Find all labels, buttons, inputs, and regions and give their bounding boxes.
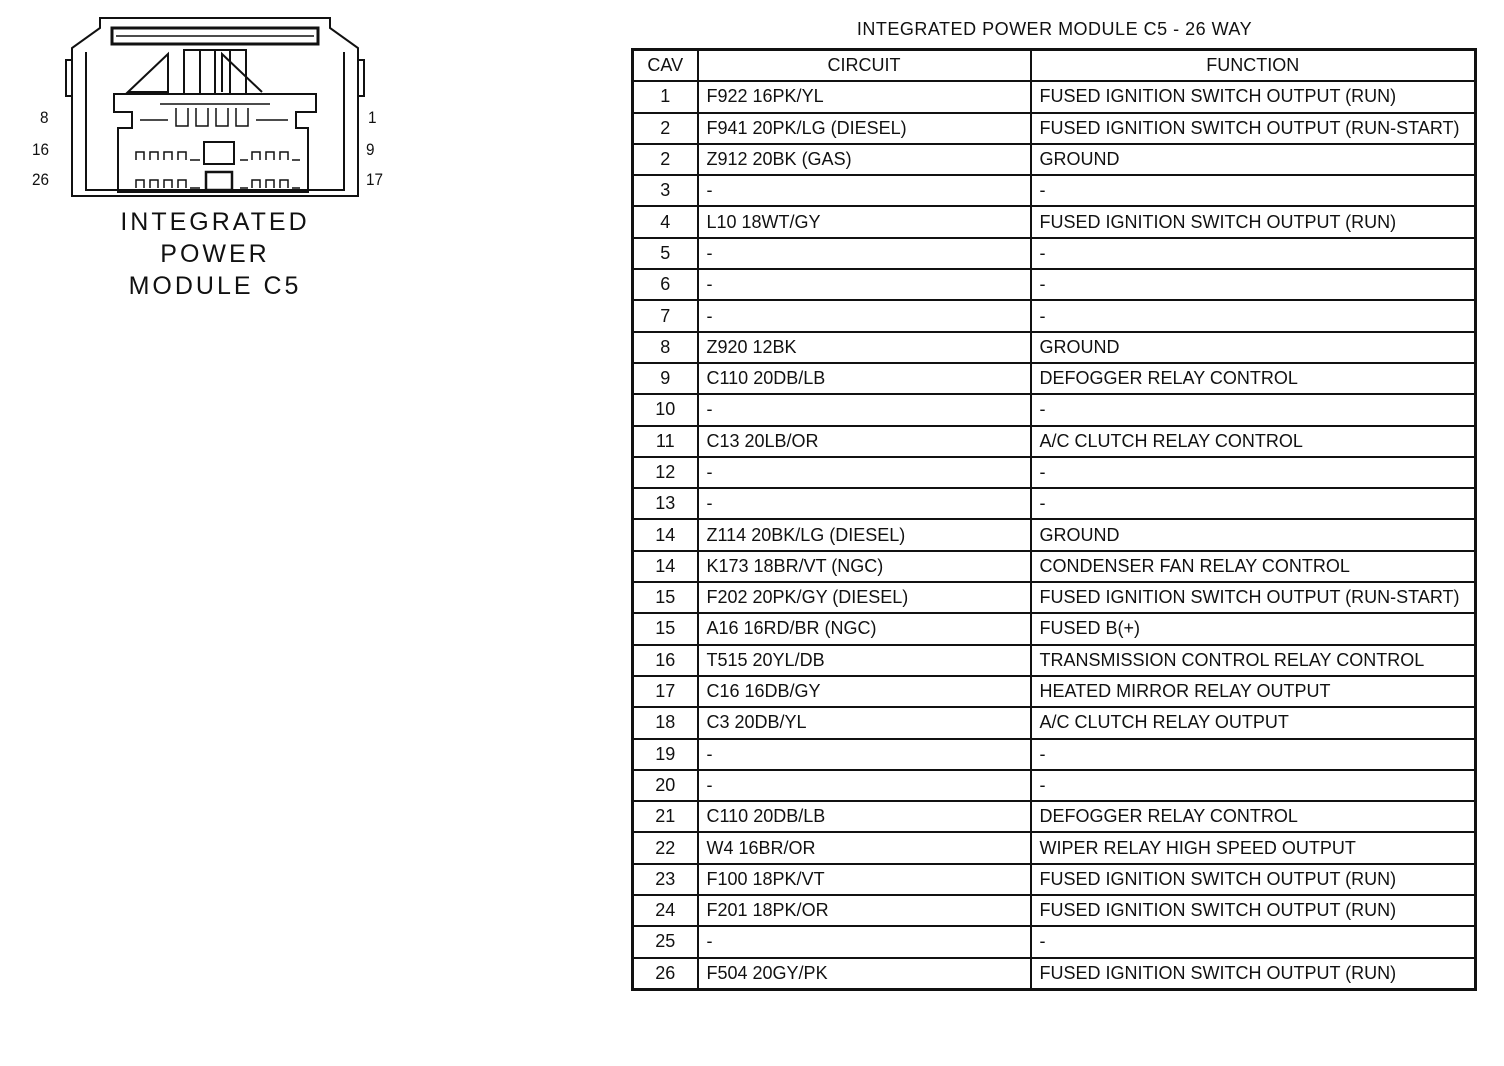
connector-key-left bbox=[128, 54, 168, 92]
function-cell: A/C CLUTCH RELAY OUTPUT bbox=[1031, 707, 1476, 738]
terminal-row-top bbox=[140, 104, 288, 126]
circuit-cell: C3 20DB/YL bbox=[698, 707, 1031, 738]
circuit-cell: C110 20DB/LB bbox=[698, 363, 1031, 394]
table-row bbox=[633, 457, 1476, 488]
cav-cell: 22 bbox=[633, 832, 698, 863]
table-row bbox=[633, 113, 1476, 144]
table-row bbox=[633, 770, 1476, 801]
function-cell: HEATED MIRROR RELAY OUTPUT bbox=[1031, 676, 1476, 707]
cav-cell: 23 bbox=[633, 864, 698, 895]
terminal-row-bottom bbox=[136, 180, 300, 188]
cav-cell: 13 bbox=[633, 488, 698, 519]
table-row bbox=[633, 864, 1476, 895]
function-cell: FUSED IGNITION SWITCH OUTPUT (RUN) bbox=[1031, 895, 1476, 926]
table-row bbox=[633, 144, 1476, 175]
pin-label-17: 17 bbox=[366, 170, 384, 189]
table-row bbox=[633, 300, 1476, 331]
cav-cell: 15 bbox=[633, 613, 698, 644]
table-body bbox=[633, 81, 1476, 989]
connector-face-drawing bbox=[0, 0, 420, 210]
table-row bbox=[633, 707, 1476, 738]
circuit-cell: - bbox=[698, 488, 1031, 519]
table-row bbox=[633, 488, 1476, 519]
function-cell: FUSED IGNITION SWITCH OUTPUT (RUN) bbox=[1031, 958, 1476, 990]
pin-label-1: 1 bbox=[368, 108, 377, 127]
circuit-cell: A16 16RD/BR (NGC) bbox=[698, 613, 1031, 644]
cav-cell: 7 bbox=[633, 300, 698, 331]
pin-label-8: 8 bbox=[40, 108, 49, 127]
function-cell: FUSED IGNITION SWITCH OUTPUT (RUN) bbox=[1031, 81, 1476, 112]
cav-cell: 15 bbox=[633, 582, 698, 613]
table-row bbox=[633, 613, 1476, 644]
table-row bbox=[633, 332, 1476, 363]
circuit-cell: F100 18PK/VT bbox=[698, 864, 1031, 895]
cav-cell: 4 bbox=[633, 206, 698, 237]
circuit-cell: Z912 20BK (GAS) bbox=[698, 144, 1031, 175]
cav-cell: 25 bbox=[633, 926, 698, 957]
circuit-cell: - bbox=[698, 926, 1031, 957]
pin-label-9: 9 bbox=[366, 140, 375, 159]
table-row bbox=[633, 958, 1476, 990]
table-row bbox=[633, 645, 1476, 676]
table-row bbox=[633, 739, 1476, 770]
terminal-row-middle bbox=[136, 152, 300, 160]
table-row bbox=[633, 676, 1476, 707]
cav-cell: 11 bbox=[633, 426, 698, 457]
function-cell: FUSED IGNITION SWITCH OUTPUT (RUN-START) bbox=[1031, 582, 1476, 613]
cav-cell: 6 bbox=[633, 269, 698, 300]
cav-cell: 10 bbox=[633, 394, 698, 425]
circuit-cell: - bbox=[698, 300, 1031, 331]
circuit-cell: - bbox=[698, 739, 1031, 770]
function-cell: GROUND bbox=[1031, 332, 1476, 363]
cav-cell: 14 bbox=[633, 551, 698, 582]
circuit-cell: F201 18PK/OR bbox=[698, 895, 1031, 926]
cav-cell: 2 bbox=[633, 113, 698, 144]
table-row bbox=[633, 582, 1476, 613]
circuit-cell: C110 20DB/LB bbox=[698, 801, 1031, 832]
circuit-cell: - bbox=[698, 238, 1031, 269]
circuit-cell: T515 20YL/DB bbox=[698, 645, 1031, 676]
circuit-cell: - bbox=[698, 175, 1031, 206]
circuit-cell: C16 16DB/GY bbox=[698, 676, 1031, 707]
table-row bbox=[633, 832, 1476, 863]
cav-cell: 9 bbox=[633, 363, 698, 394]
circuit-cell: C13 20LB/OR bbox=[698, 426, 1031, 457]
circuit-cell: K173 18BR/VT (NGC) bbox=[698, 551, 1031, 582]
table-row bbox=[633, 175, 1476, 206]
cav-cell: 16 bbox=[633, 645, 698, 676]
circuit-cell: F202 20PK/GY (DIESEL) bbox=[698, 582, 1031, 613]
circuit-cell: F941 20PK/LG (DIESEL) bbox=[698, 113, 1031, 144]
table-row bbox=[633, 426, 1476, 457]
function-cell: GROUND bbox=[1031, 519, 1476, 550]
function-cell: - bbox=[1031, 488, 1476, 519]
function-cell: A/C CLUTCH RELAY CONTROL bbox=[1031, 426, 1476, 457]
circuit-cell: L10 18WT/GY bbox=[698, 206, 1031, 237]
cav-cell: 18 bbox=[633, 707, 698, 738]
cav-cell: 26 bbox=[633, 958, 698, 990]
connector-label-line-1: INTEGRATED bbox=[120, 208, 310, 236]
cav-cell: 17 bbox=[633, 676, 698, 707]
function-cell: GROUND bbox=[1031, 144, 1476, 175]
circuit-cell: - bbox=[698, 770, 1031, 801]
connector-key-right bbox=[222, 54, 262, 92]
header-circuit: CIRCUIT bbox=[698, 50, 1031, 82]
header-function: FUNCTION bbox=[1031, 50, 1476, 82]
circuit-cell: F504 20GY/PK bbox=[698, 958, 1031, 990]
function-cell: - bbox=[1031, 770, 1476, 801]
connector-label-line-2: POWER bbox=[160, 240, 270, 268]
circuit-cell: Z114 20BK/LG (DIESEL) bbox=[698, 519, 1031, 550]
circuit-cell: - bbox=[698, 269, 1031, 300]
table-row bbox=[633, 81, 1476, 112]
table-row bbox=[633, 926, 1476, 957]
table-row bbox=[633, 363, 1476, 394]
table-row bbox=[633, 206, 1476, 237]
function-cell: - bbox=[1031, 394, 1476, 425]
function-cell: TRANSMISSION CONTROL RELAY CONTROL bbox=[1031, 645, 1476, 676]
header-cav: CAV bbox=[633, 50, 698, 82]
cav-cell: 14 bbox=[633, 519, 698, 550]
function-cell: WIPER RELAY HIGH SPEED OUTPUT bbox=[1031, 832, 1476, 863]
table-row bbox=[633, 394, 1476, 425]
function-cell: FUSED IGNITION SWITCH OUTPUT (RUN) bbox=[1031, 206, 1476, 237]
pin-label-26: 26 bbox=[32, 170, 50, 189]
table-row bbox=[633, 895, 1476, 926]
function-cell: - bbox=[1031, 238, 1476, 269]
table-title: INTEGRATED POWER MODULE C5 - 26 WAY bbox=[856, 19, 1253, 39]
function-cell: DEFOGGER RELAY CONTROL bbox=[1031, 363, 1476, 394]
pinout-table bbox=[631, 48, 1477, 991]
cav-cell: 8 bbox=[633, 332, 698, 363]
function-cell: - bbox=[1031, 175, 1476, 206]
circuit-cell: - bbox=[698, 394, 1031, 425]
function-cell: - bbox=[1031, 457, 1476, 488]
cav-cell: 12 bbox=[633, 457, 698, 488]
cav-cell: 2 bbox=[633, 144, 698, 175]
pin-label-16: 16 bbox=[32, 140, 50, 159]
cav-cell: 24 bbox=[633, 895, 698, 926]
terminal-large-bottom bbox=[206, 172, 232, 190]
table-row bbox=[633, 238, 1476, 269]
circuit-cell: W4 16BR/OR bbox=[698, 832, 1031, 863]
function-cell: - bbox=[1031, 926, 1476, 957]
function-cell: - bbox=[1031, 269, 1476, 300]
cav-cell: 3 bbox=[633, 175, 698, 206]
cav-cell: 5 bbox=[633, 238, 698, 269]
table-row bbox=[633, 519, 1476, 550]
table-row bbox=[633, 269, 1476, 300]
connector-label-line-3: MODULE C5 bbox=[128, 272, 302, 300]
terminal-large-middle bbox=[204, 142, 234, 164]
function-cell: DEFOGGER RELAY CONTROL bbox=[1031, 801, 1476, 832]
cav-cell: 1 bbox=[633, 81, 698, 112]
table-row bbox=[633, 551, 1476, 582]
function-cell: FUSED IGNITION SWITCH OUTPUT (RUN) bbox=[1031, 864, 1476, 895]
table-row bbox=[633, 801, 1476, 832]
cav-cell: 20 bbox=[633, 770, 698, 801]
circuit-cell: - bbox=[698, 457, 1031, 488]
cav-cell: 21 bbox=[633, 801, 698, 832]
function-cell: - bbox=[1031, 300, 1476, 331]
circuit-cell: F922 16PK/YL bbox=[698, 81, 1031, 112]
function-cell: FUSED B(+) bbox=[1031, 613, 1476, 644]
cav-cell: 19 bbox=[633, 739, 698, 770]
function-cell: CONDENSER FAN RELAY CONTROL bbox=[1031, 551, 1476, 582]
table-header-row bbox=[633, 50, 1476, 82]
function-cell: FUSED IGNITION SWITCH OUTPUT (RUN-START) bbox=[1031, 113, 1476, 144]
function-cell: - bbox=[1031, 739, 1476, 770]
circuit-cell: Z920 12BK bbox=[698, 332, 1031, 363]
